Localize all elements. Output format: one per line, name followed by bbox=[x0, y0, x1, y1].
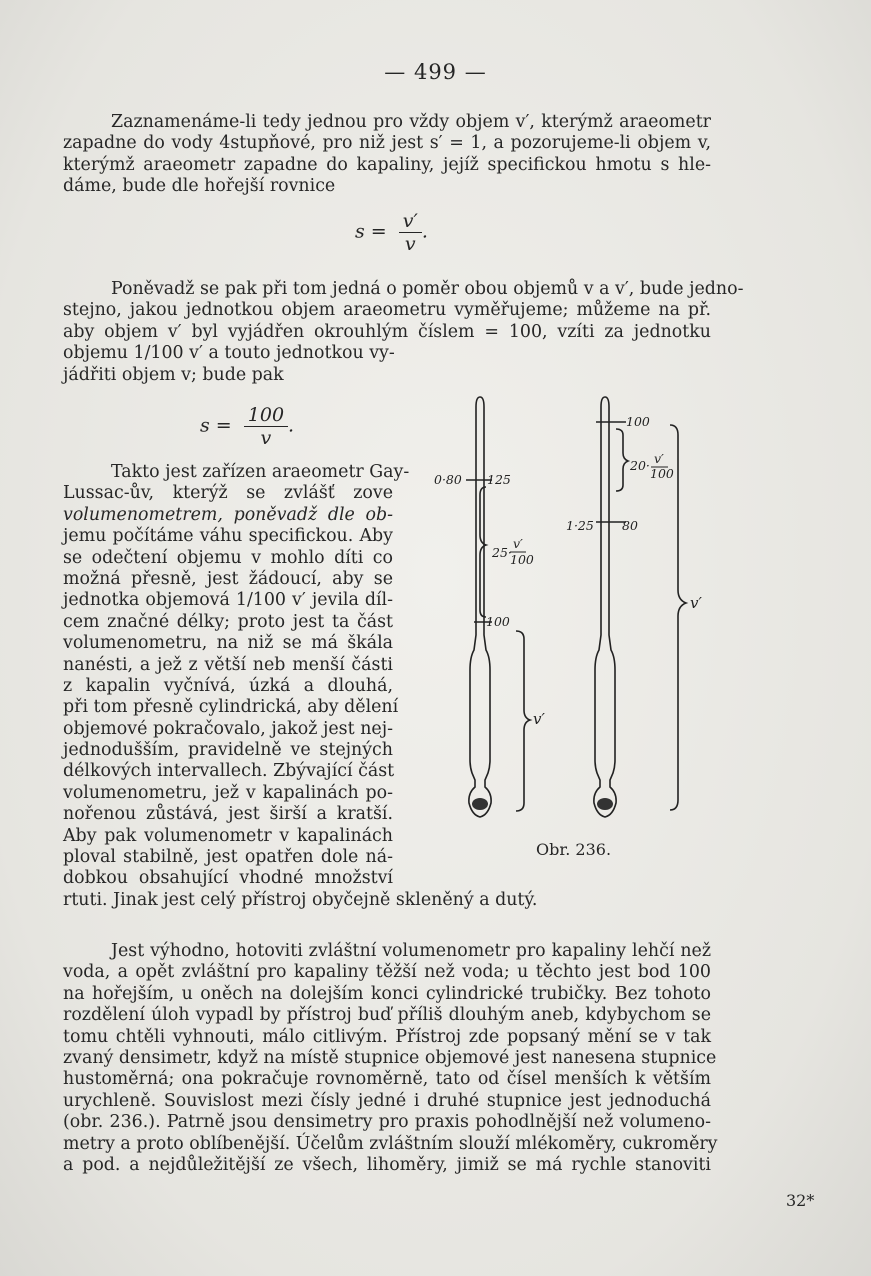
text-line: hustoměrná; ona pokračuje rovnoměrně, tato od čísel menších k větším bbox=[63, 1069, 711, 1090]
text-line: tomu chtěli vyhnouti, málo citlivým. Přístroj zde popsaný mění se v tak bbox=[63, 1026, 711, 1047]
text-line: Poněvadž se pak při tom jedná o poměr obou objemů v a v′, bude jedno- bbox=[111, 279, 744, 299]
text-line: cem značné délky; proto jest ta část bbox=[63, 611, 393, 632]
text-line: (obr. 236.). Patrně jsou densimetry pro praxis pohodlnější než volumeno- bbox=[63, 1112, 711, 1133]
text-line: jednotka objemová 1/100 v′ jevila díl- bbox=[63, 590, 393, 611]
text-line: urychleně. Souvislost mezi čísly jedné i druhé stupnice jest jednoduchá bbox=[63, 1090, 711, 1111]
paragraph-1 bbox=[63, 112, 711, 198]
text-line: jádřiti objem v; bude pak bbox=[63, 364, 284, 385]
text-line: metry a proto oblíbenější. Účelům zvláštním slouží mlékoměry, cukroměry bbox=[63, 1133, 718, 1154]
text-line: jemu počítáme váhu specifickou. Aby bbox=[63, 526, 393, 547]
paragraph-2 bbox=[63, 279, 744, 386]
right-label-20-num: v′ bbox=[654, 451, 664, 466]
right-label-20-den: 100 bbox=[650, 466, 674, 481]
text-line: zvaný densimetr, když na místě stupnice objemové jest nanesena stupnice bbox=[63, 1047, 717, 1068]
text-line: nanésti, a jež z větší neb menší části bbox=[63, 654, 393, 675]
right-label-125: 1·25 bbox=[566, 518, 594, 533]
formula-lhs: s = bbox=[200, 414, 232, 437]
text-line: možná přesně, jest žádoucí, aby se bbox=[63, 568, 393, 589]
left-label-100: 100 bbox=[486, 614, 510, 629]
fraction-denominator: v bbox=[260, 427, 272, 449]
fraction bbox=[399, 210, 422, 255]
text-line: nořenou zůstává, jest širší a kratší. bbox=[63, 804, 393, 825]
signature-mark: 32* bbox=[786, 1191, 815, 1210]
text-line: rozdělení úloh vypadl by přístroj buď příliš dlouhým aneb, kdybychom se bbox=[63, 1005, 711, 1026]
text-line: délkových intervallech. Zbývající část bbox=[63, 761, 395, 782]
left-label-25-den: 100 bbox=[510, 552, 534, 567]
formula-s-equals-100-over-v bbox=[200, 404, 294, 449]
fraction-numerator: 100 bbox=[244, 404, 288, 427]
text-line: dobkou obsahující vhodné množství bbox=[63, 868, 393, 889]
figure-caption: Obr. 236. bbox=[536, 840, 612, 859]
fraction-numerator: v′ bbox=[399, 210, 422, 233]
text-line: ploval stabilně, jest opatřen dole ná- bbox=[63, 847, 393, 868]
text-line: a pod. a nejdůležitější ze všech, lihoměry, jimiž se má rychle stanoviti bbox=[63, 1154, 711, 1175]
right-label-100: 100 bbox=[626, 414, 650, 429]
left-label-080: 0·80 bbox=[434, 472, 462, 487]
fraction bbox=[244, 404, 288, 449]
right-label-80: 80 bbox=[622, 518, 638, 533]
figure-236-volumenometers bbox=[420, 395, 720, 865]
text-line: dáme, bude dle hořejší rovnice bbox=[63, 176, 336, 197]
text-line: rtuti. Jinak jest celý přístroj obyčejně skleněný a dutý. bbox=[63, 889, 538, 910]
text-line: volumenometrem, poněvadž dle ob- bbox=[63, 504, 393, 525]
text-line: volumenometru, na niž se má škála bbox=[63, 633, 393, 654]
left-label-25-num: v′ bbox=[513, 536, 523, 551]
formula-s-equals-v-prime-over-v bbox=[355, 210, 428, 255]
text-line: zapadne do vody 4stupňové, pro niž jest s′ = 1, a pozorujeme-li objem v, bbox=[63, 133, 711, 154]
text-line: na hořejším, u oněch na dolejším konci cylindrické trubičky. Bez tohoto bbox=[63, 983, 711, 1004]
text-line: voda, a opět zvláštní pro kapaliny těžší než voda; u těchto jest bod 100 bbox=[63, 962, 711, 983]
left-instrument-outline bbox=[466, 397, 530, 817]
volumenometer-diagram bbox=[420, 395, 720, 835]
text-line: objemu 1/100 v′ a touto jednotkou vy- bbox=[63, 343, 395, 364]
text-line: se odečtení objemu v mohlo díti co bbox=[63, 547, 393, 568]
text-line: Takto jest zařízen araeometr Gay- bbox=[111, 462, 410, 482]
left-brace-label: v′ bbox=[533, 710, 545, 728]
text-line: z kapalin vyčnívá, úzká a dlouhá, bbox=[63, 675, 393, 696]
formula-suffix: . bbox=[421, 220, 428, 243]
text-line: objemové pokračovalo, jakož jest nej- bbox=[63, 718, 393, 739]
fraction-denominator: v bbox=[404, 233, 416, 255]
text-line: při tom přesně cylindrická, aby dělení bbox=[63, 697, 399, 718]
formula-suffix: . bbox=[288, 414, 295, 437]
text-line: jednodušším, pravidelně ve stejných bbox=[63, 740, 393, 761]
text-line: Lussac-ův, kterýž se zvlášť zove bbox=[63, 483, 393, 504]
paragraph-4 bbox=[63, 941, 718, 1176]
text-line: stejno, jakou jednotkou objem araeometru vyměřujeme; můžeme na př. bbox=[63, 300, 711, 321]
formula-lhs: s = bbox=[355, 220, 387, 243]
text-line: Jest výhodno, hotoviti zvláštní volumenometr pro kapaliny lehčí než bbox=[111, 941, 711, 961]
text-line: volumenometru, jež v kapalinách po- bbox=[63, 782, 393, 803]
page-number: — 499 — bbox=[384, 60, 487, 84]
text-line: Zaznamenáme-li tedy jednou pro vždy objem v′, kterýmž araeometr bbox=[111, 112, 711, 132]
right-mercury-bulb bbox=[597, 798, 613, 810]
left-mercury-bulb bbox=[472, 798, 488, 810]
text-line: kterýmž araeometr zapadne do kapaliny, jejíž specifickou hmotu s hle- bbox=[63, 154, 711, 175]
left-label-25-prefix: 25· bbox=[492, 545, 512, 560]
text-line: aby objem v′ byl vyjádřen okrouhlým číslem = 100, vzíti za jednotku bbox=[63, 321, 711, 342]
right-label-20-prefix: 20· bbox=[630, 458, 650, 473]
right-brace-label: v′ bbox=[690, 594, 702, 612]
text-line: Aby pak volumenometr v kapalinách bbox=[63, 825, 393, 846]
left-label-125: 125 bbox=[487, 472, 511, 487]
